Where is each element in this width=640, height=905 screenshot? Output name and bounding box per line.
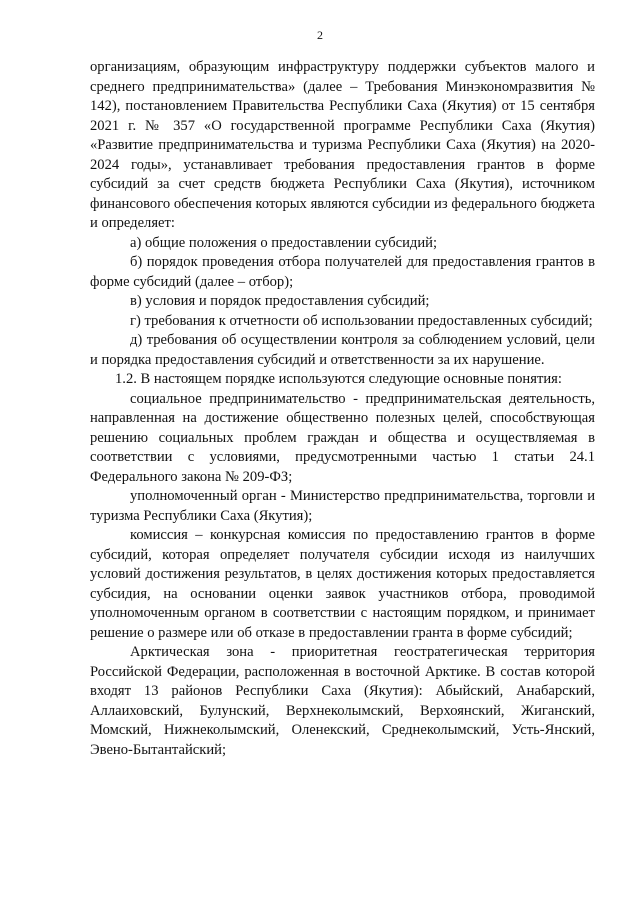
definition-authorized-body: уполномоченный орган - Министерство предпринимательства, торговли и туризма Республики Саха (Якутия); (90, 488, 595, 524)
definition-social-entrepreneurship: социальное предпринимательство - предпринимательская деятельность, направленная на достижение общественно полезных целей, способствующая решению социальных проблем граждан и общества и осуществляемая в соответствии с условиями, предусмотренными частью 1 статьи 24.1 Федерального закона № 209-ФЗ; (90, 390, 595, 485)
document-body (90, 58, 595, 760)
definition-commission: комиссия – конкурсная комиссия по предоставлению грантов в форме субсидий, которая определяет получателя субсидии исходя из наилучших условий достижения результатов, в целях достижения которых предоставляется субсидия, на основании оценки заявок участников отбора, проводимой уполномоченным органом в соответствии с настоящим порядком, и принимает решение о размере или об отказе в предоставлении гранта в форме субсидий; (90, 527, 595, 641)
list-item-a: а) общие положения о предоставлении субсидий; (130, 234, 438, 251)
list-item-v: в) условия и порядок предоставления субсидий; (130, 293, 430, 309)
list-item-b: б) порядок проведения отбора получателей для предоставления грантов в форме субсидий (далее – отбор); (90, 254, 595, 290)
list-item-g: г) требования к отчетности об использовании предоставленных субсидий; (130, 312, 593, 329)
paragraph-intro-continued: организациям, образующим инфраструктуру поддержки субъектов малого и среднего предпринимательства» (далее – Требования Минэкономразвития № 142), постановлением Правительства Республики Саха (Якутия) от 15 сентября 2021 г. № 357 «О государственной программе Республики Саха (Якутия) «Развитие предпринимательства и туризма Республики Саха (Якутия) на 2020-2024 годы», устанавливает требования предоставления грантов в форме субсидий за счет средств бюджета Республики Саха (Якутия), источником финансового обеспечения которых являются субсидии из федерального бюджета и определяет: (90, 59, 595, 231)
section-1-2-heading: 1.2. В настоящем порядке используются следующие основные понятия: (115, 371, 562, 387)
list-item-d: д) требования об осуществлении контроля за соблюдением условий, цели и порядка предоставления субсидий и ответственности за их нарушение. (90, 332, 595, 368)
definition-arctic-zone: Арктическая зона - приоритетная геостратегическая территория Российской Федерации, расположенная в восточной Арктике. В состав которой входят 13 районов Республики Саха (Якутия): Абыйский, Анабарский, Аллаиховский, Булунский, Верхнеколымский, Верхоянский, Жиганский, Момский, Нижнеколымский, Оленекский, Среднеколымский, Усть-Янский, Эвено-Бытантайский; (90, 644, 595, 758)
page-number: 2 (317, 28, 323, 42)
